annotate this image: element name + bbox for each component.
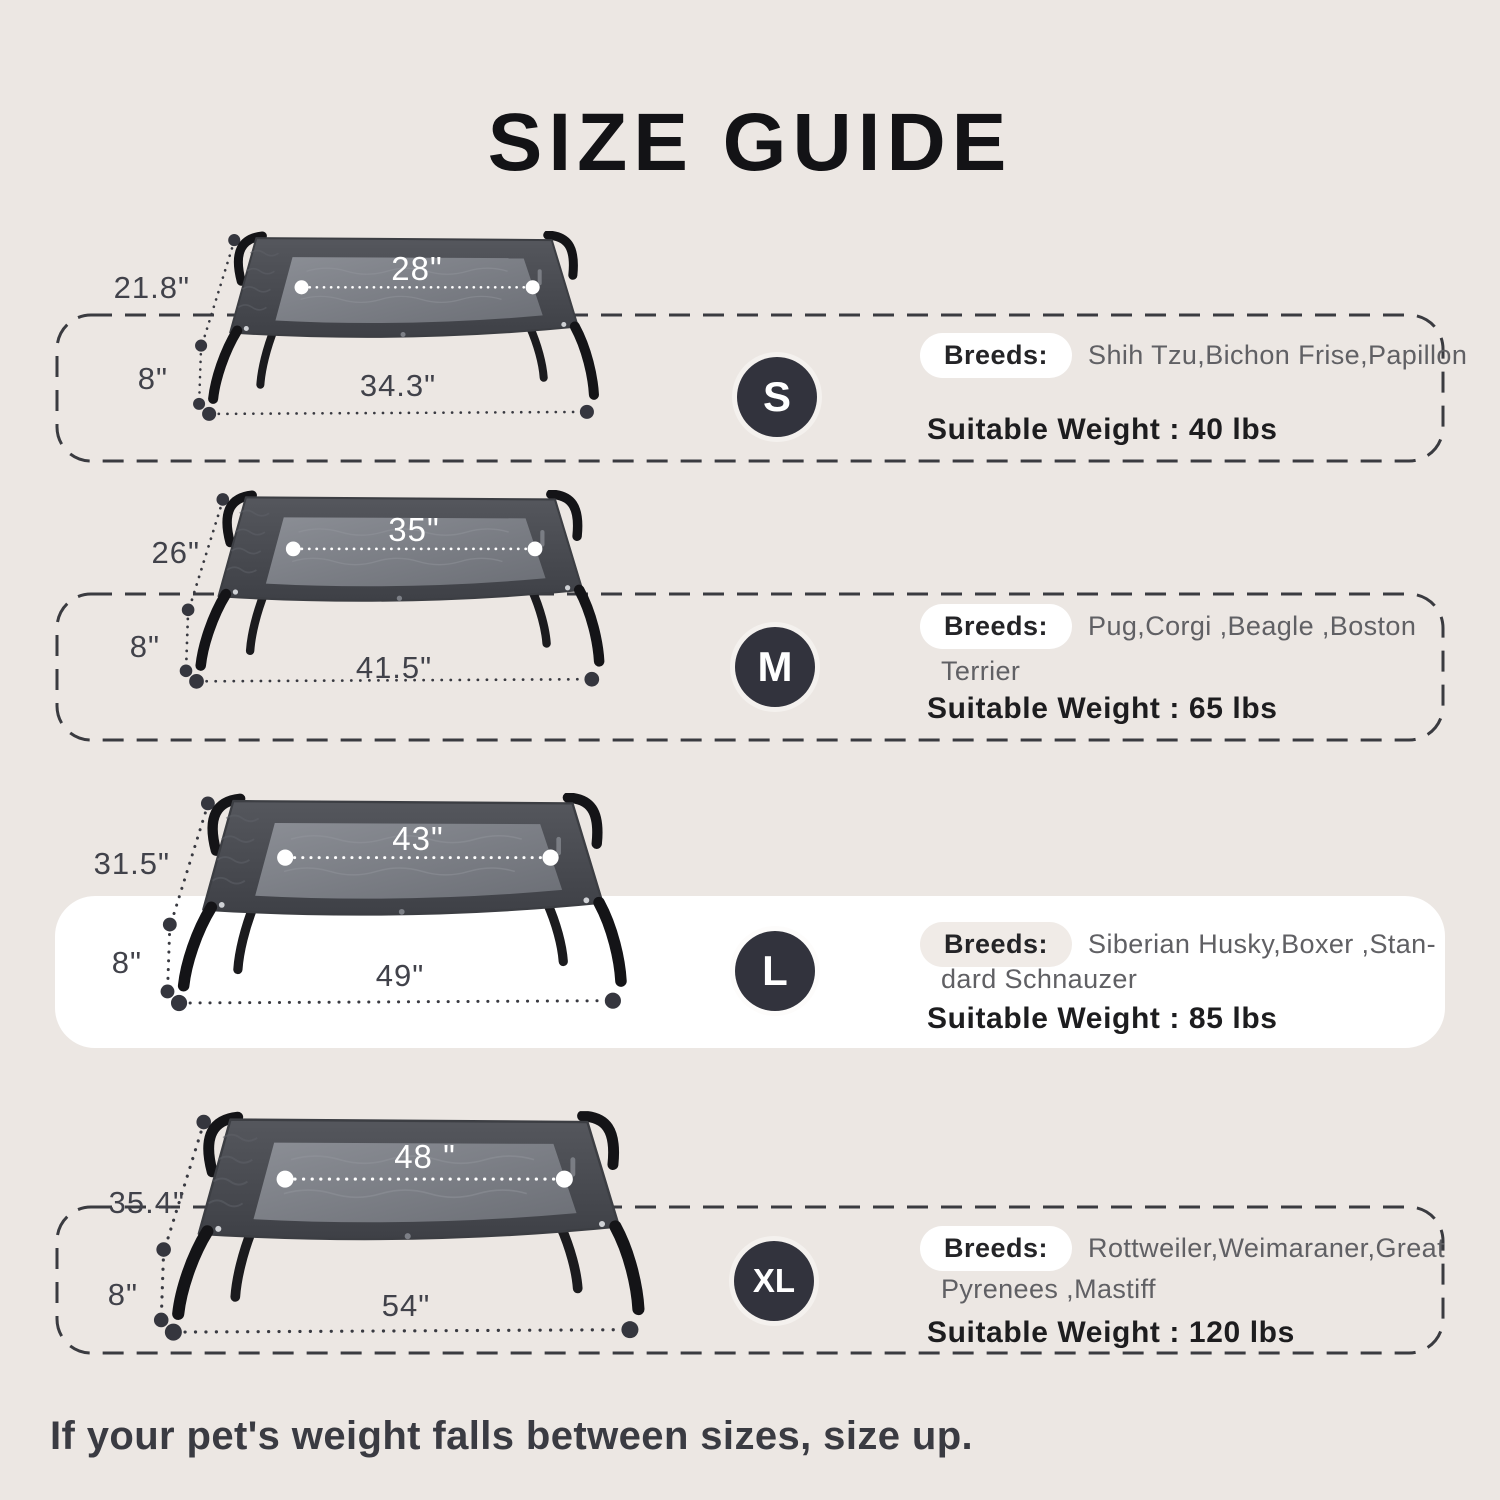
dim-length-label: 49" [375, 958, 425, 993]
breeds-list: Shih Tzu,Bichon Frise,Papillon [1088, 340, 1468, 370]
size-badge [735, 931, 815, 1011]
breeds-list: Siberian Husky,Boxer ,Stan- [1088, 929, 1436, 959]
breeds-list-line2: Pyrenees ,Mastiff [941, 1274, 1156, 1304]
footer-note: If your pet's weight falls between sizes, size up. [50, 1414, 974, 1458]
dim-height-label: 8" [107, 1277, 138, 1312]
breeds-pill: Breeds: [920, 604, 1072, 649]
size-badge [734, 1241, 814, 1321]
breeds-pill: Breeds: [920, 922, 1072, 967]
size-badge-letter: M [757, 643, 793, 690]
breeds-pill: Breeds: [920, 333, 1072, 378]
dim-depth-label: 31.5" [93, 846, 170, 881]
size-badge [735, 627, 815, 707]
dim-sleep-width-label: 28" [391, 250, 443, 287]
dim-sleep-width-label: 35" [388, 511, 440, 548]
dim-sleep-width-label: 43" [392, 820, 444, 857]
dim-height-label: 8" [111, 945, 142, 980]
suitable-weight: Suitable Weight : 120 lbs [927, 1316, 1295, 1349]
dim-sleep-width-label: 48 " [394, 1138, 456, 1175]
breeds-list-line2: Terrier [941, 656, 1021, 686]
dim-depth-label: 21.8" [113, 270, 190, 305]
breeds-list: Rottweiler,Weimaraner,Great [1088, 1233, 1445, 1263]
dim-height-label: 8" [129, 629, 160, 664]
size-badge-letter: S [762, 373, 791, 420]
size-badge [737, 357, 817, 437]
dim-depth-label: 26" [151, 535, 200, 570]
suitable-weight: Suitable Weight : 40 lbs [927, 413, 1278, 446]
size-badge-letter: XL [752, 1262, 796, 1299]
dim-length-label: 34.3" [359, 368, 437, 403]
page-title: SIZE GUIDE [487, 97, 1013, 188]
suitable-weight: Suitable Weight : 65 lbs [927, 692, 1278, 725]
suitable-weight: Suitable Weight : 85 lbs [927, 1002, 1278, 1035]
size-badge-letter: L [762, 947, 788, 994]
dim-height-label: 8" [137, 361, 168, 396]
breeds-list: Pug,Corgi ,Beagle ,Boston [1088, 611, 1417, 641]
dim-length-label: 41.5" [355, 650, 433, 685]
dim-depth-label: 35.4" [108, 1185, 185, 1220]
dim-length-label: 54" [381, 1288, 431, 1323]
breeds-list-line2: dard Schnauzer [941, 964, 1138, 994]
breeds-pill: Breeds: [920, 1226, 1072, 1271]
